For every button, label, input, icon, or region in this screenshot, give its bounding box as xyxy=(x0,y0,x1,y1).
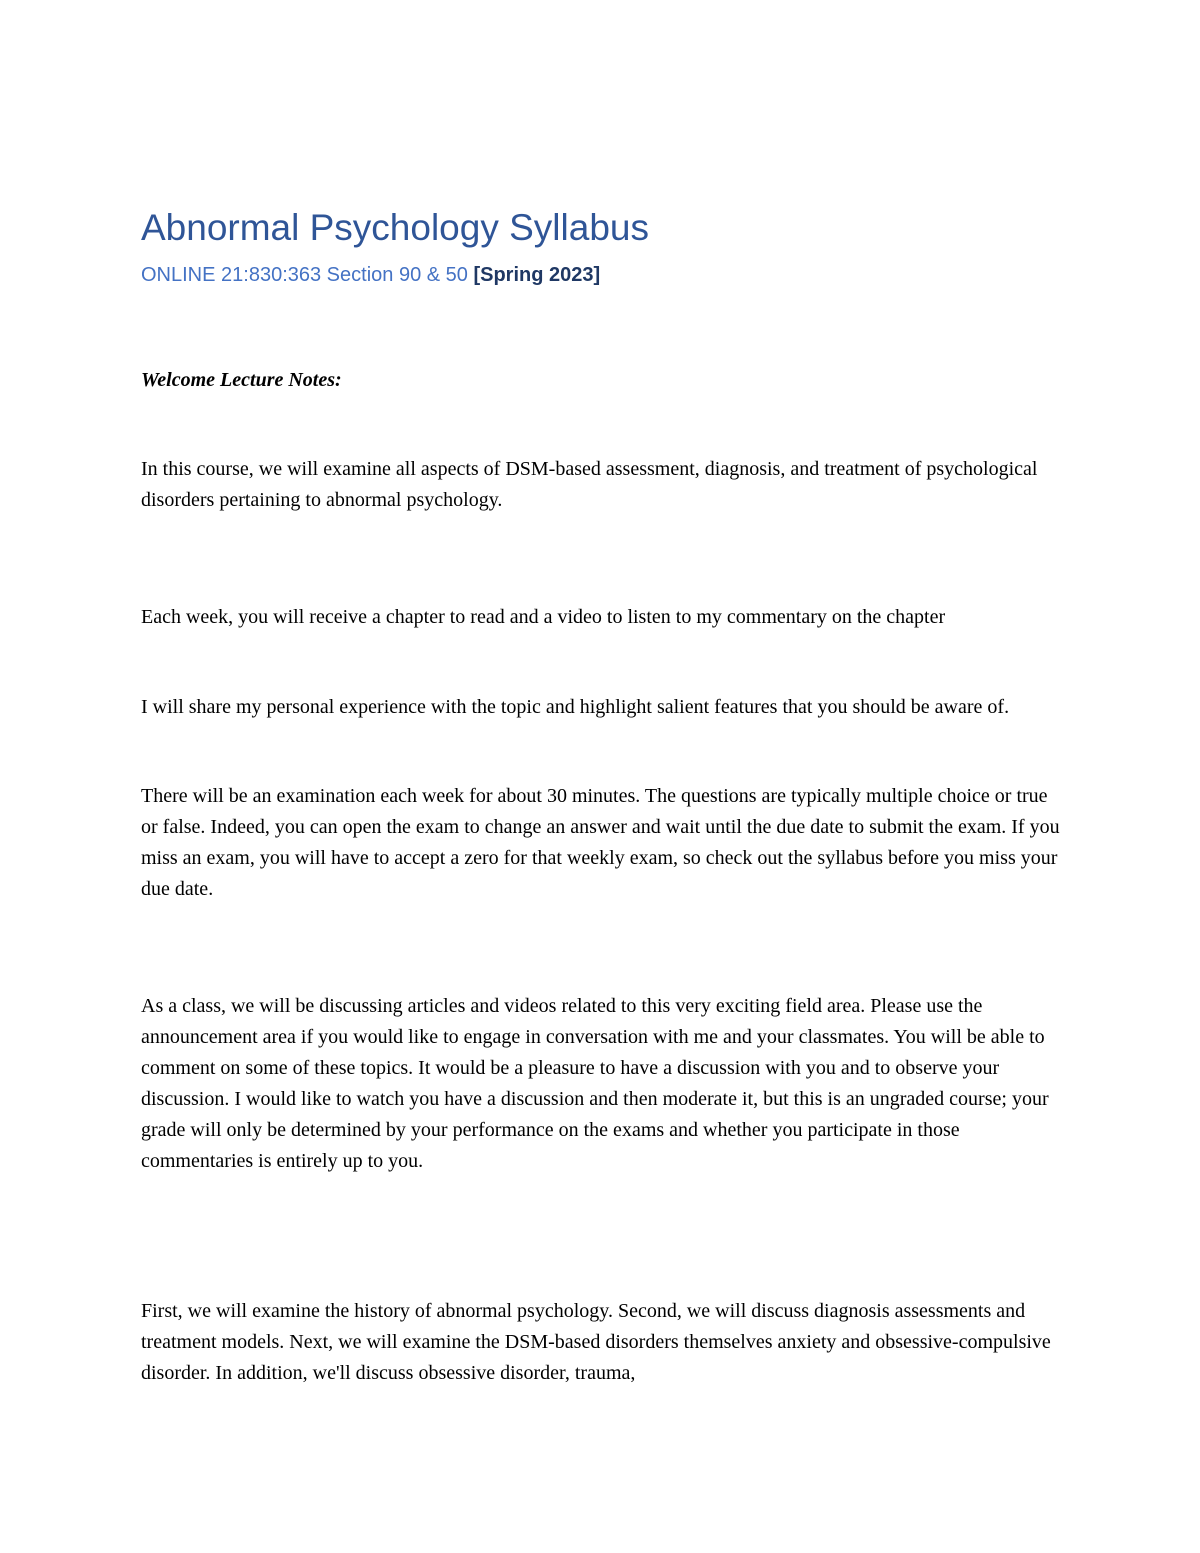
paragraph-weekly-chapter: Each week, you will receive a chapter to read and a video to listen to my commentary on the chapter xyxy=(141,606,946,628)
course-subtitle xyxy=(141,260,600,290)
course-term: [Spring 2023] xyxy=(473,264,601,286)
document-title: Abnormal Psychology Syllabus xyxy=(141,207,649,248)
paragraph-class-discussion: As a class, we will be discussing articles and videos related to this very exciting field area. Please use the announcement area if you would like to engage in conversation with me and your classmates. You will be able to comment on some of these topics. It would be a pleasure to have a discussion with you and to observe your discussion. I would like to watch you have a discussion and then moderate it, but this is an ungraded course; your grade will only be determined by your performance on the exams and whether you participate in those commentaries is entirely up to you. xyxy=(141,995,1049,1172)
course-code: ONLINE 21:830:363 Section 90 & 50 xyxy=(141,264,474,286)
paragraph-course-topics: First, we will examine the history of abnormal psychology. Second, we will discuss diagnosis assessments and treatment models. Next, we will examine the DSM-based disorders themselves anxiety and obsessive-compulsive disorder. In addition, we'll discuss obsessive disorder, trauma, xyxy=(141,1300,1051,1384)
paragraph-course-overview: In this course, we will examine all aspects of DSM-based assessment, diagnosis, and treatment of psychological disorders pertaining to abnormal psychology. xyxy=(141,458,1038,511)
lecture-heading: Welcome Lecture Notes: xyxy=(141,369,342,391)
paragraph-personal-experience: I will share my personal experience with the topic and highlight salient features that you should be aware of. xyxy=(141,696,1010,718)
paragraph-weekly-exam: There will be an examination each week for about 30 minutes. The questions are typically multiple choice or true or false. Indeed, you can open the exam to change an answer and wait until the due date to submit the exam. If you miss an exam, you will have to accept a zero for that weekly exam, so check out the syllabus before you miss your due date. xyxy=(141,785,1060,900)
